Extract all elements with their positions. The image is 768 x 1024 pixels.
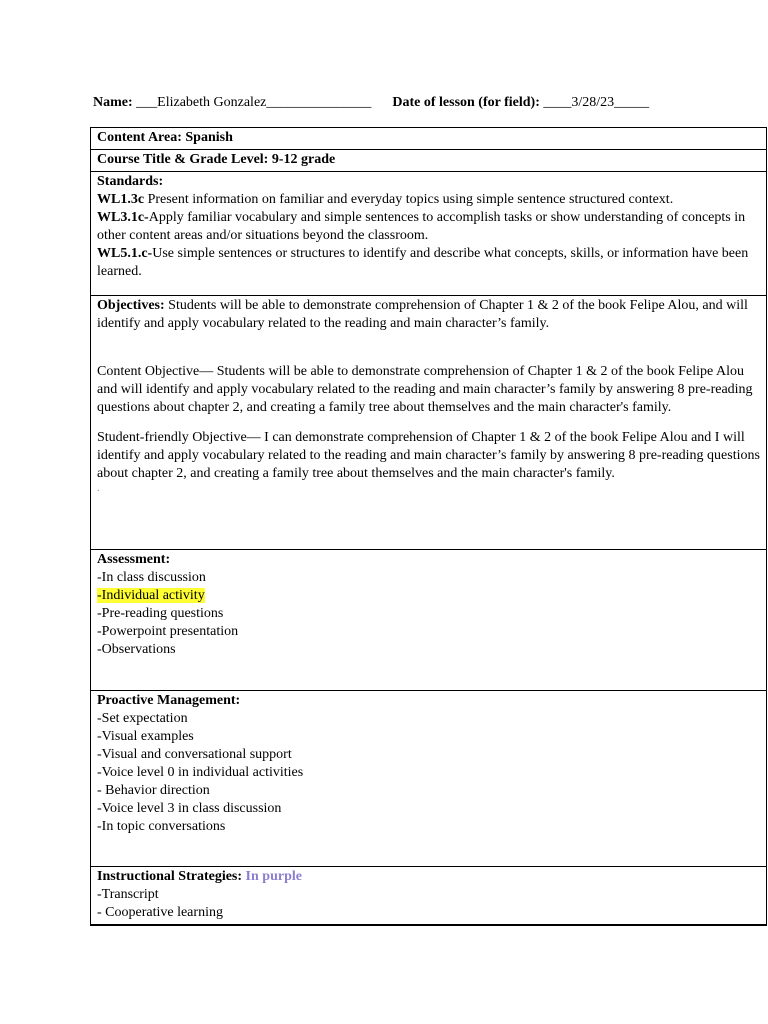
standard-code: WL3.1c- [97,210,149,225]
content-area-row [91,128,767,150]
lesson-header [93,95,649,111]
assessment-item: -Pre-reading questions [97,606,224,621]
instructional-item: - Cooperative learning [97,905,223,920]
proactive-item: -In topic conversations [97,819,226,834]
standard-item [97,209,760,245]
course-title: Course Title & Grade Level: 9-12 grade [97,152,336,167]
proactive-item: -Visual examples [97,729,194,744]
assessment-row [91,550,767,691]
trailing-mark: . [97,483,100,494]
proactive-label: Proactive Management: [97,693,241,708]
assessment-label: Assessment: [97,552,171,567]
proactive-item: -Visual and conversational support [97,747,292,762]
date-value: ____3/28/23_____ [543,95,650,110]
proactive-item: -Voice level 3 in class discussion [97,801,282,816]
content-area: Content Area: Spanish [97,130,233,145]
standard-item [97,191,760,209]
standard-text: Use simple sentences or structures to identify and describe what concepts, skills, or information have been learned. [97,246,749,279]
name-label: Name: [93,95,133,110]
assessment-item: -Observations [97,642,176,657]
assessment-item: -In class discussion [97,570,206,585]
proactive-item: -Set expectation [97,711,188,726]
content-objective: Content Objective— Students will be able to demonstrate comprehension of Chapter 1 & 2 of the book Felipe Alou and will identify and apply vocabulary related to the reading and main character’s family by answering 8 pre-reading questions about chapter 2, and creating a family tree about themselves and the main character's family. [97,364,753,415]
standards-row [91,172,767,296]
course-title-row [91,150,767,172]
objectives-text: Objectives: Students will be able to demonstrate comprehension of Chapter 1 & 2 of the book Felipe Alou, and will identify and apply vocabulary related to the reading and main character’s family. [97,298,748,331]
student-friendly-objective: Student-friendly Objective— I can demonstrate comprehension of Chapter 1 & 2 of the book Felipe Alou and I will identify and apply vocabulary related to the reading and main character’s family by answering 8 pre-reading questions about chapter 2, and creating a family tree about themselves and the main character's family. [97,430,760,481]
assessment-item-highlighted: -Individual activity [97,588,205,603]
instructional-label: Instructional Strategies: [97,869,243,884]
objectives-label: Objectives: [97,298,165,313]
proactive-item: -Voice level 0 in individual activities [97,765,304,780]
standard-code: WL5.1.c- [97,246,153,261]
standard-code: WL1.3c [97,192,145,207]
lesson-plan-table [90,127,767,926]
instructional-strategies-row [91,867,767,926]
proactive-management-row [91,691,767,867]
standard-item [97,245,760,281]
date-label: Date of lesson (for field): [392,95,540,110]
assessment-item: -Powerpoint presentation [97,624,239,639]
proactive-item: - Behavior direction [97,783,210,798]
standards-label: Standards: [97,174,164,189]
standard-text: Apply familiar vocabulary and simple sentences to accomplish tasks or show understanding of concepts in other content areas and/or situations beyond the classroom. [97,210,746,243]
instructional-heading [97,868,760,886]
name-value: ___Elizabeth Gonzalez_______________ [136,95,372,110]
standard-text: Present information on familiar and everyday topics using simple sentence structured context. [144,192,674,207]
objectives-row [91,296,767,550]
instructional-note: In purple [242,869,302,884]
instructional-item: -Transcript [97,887,159,902]
